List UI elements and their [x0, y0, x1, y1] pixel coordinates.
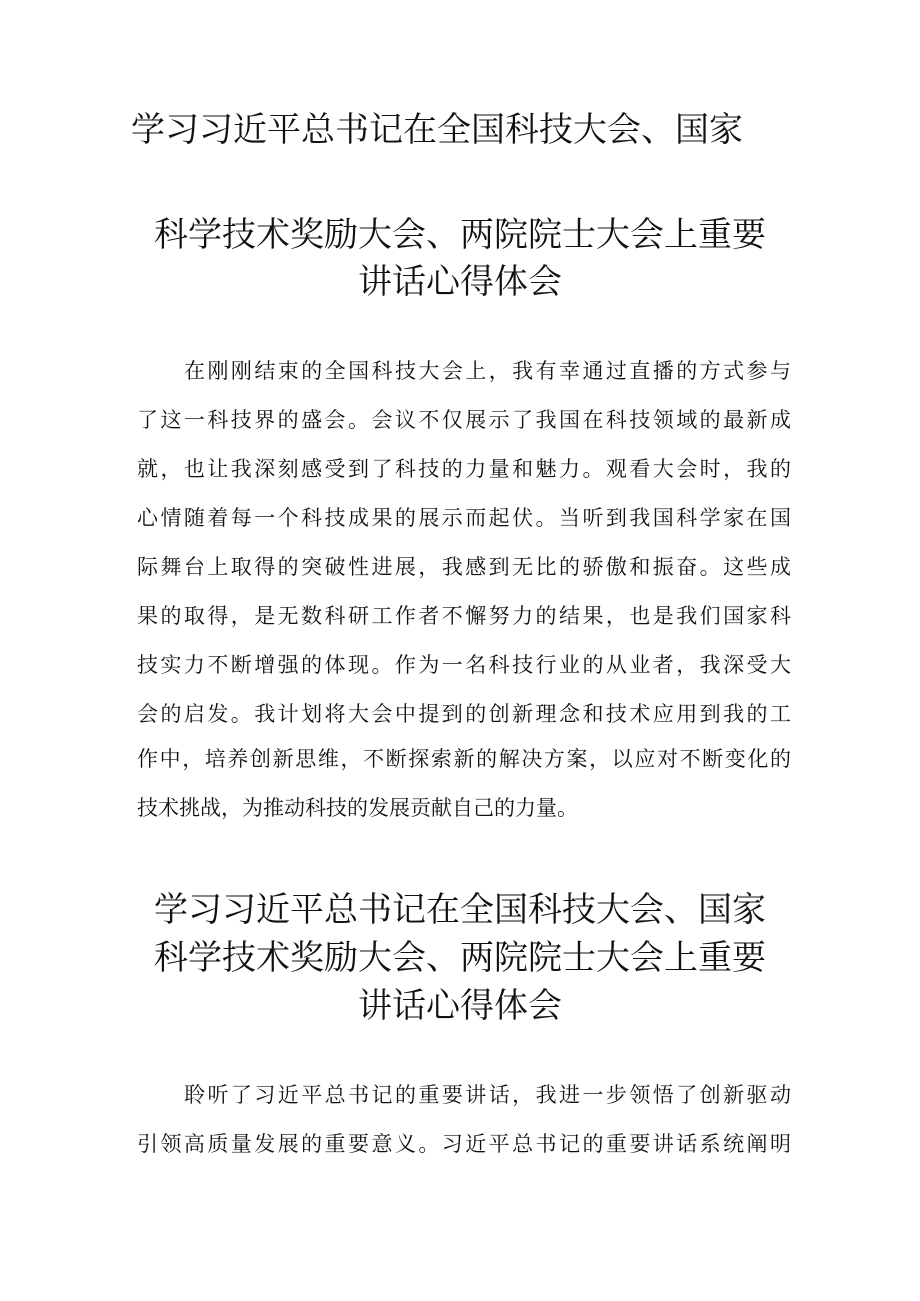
- article2-title-line-2: 科学技术奖励大会、两院院士大会上重要: [154, 938, 766, 978]
- article1-body-line: 了这一科技界的盛会。会议不仅展示了我国在科技领域的最新成: [137, 408, 791, 432]
- article1-body-line: 果的取得，是无数科研工作者不懈努力的结果，也是我们国家科: [137, 604, 791, 628]
- article2-title-line-1: 学习习近平总书记在全国科技大会、国家: [154, 890, 766, 930]
- article1-body-line: 会的启发。我计划将大会中提到的创新理念和技术应用到我的工: [137, 702, 791, 726]
- article1-body-line: 心情随着每一个科技成果的展示而起伏。当听到我国科学家在国: [137, 506, 791, 530]
- article1-body-line: 际舞台上取得的突破性进展，我感到无比的骄傲和振奋。这些成: [137, 555, 791, 579]
- article1-body-line: 作中，培养创新思维，不断探索新的解决方案，以应对不断变化的: [137, 747, 791, 771]
- article2-title-line-3: 讲话心得体会: [358, 986, 562, 1026]
- article1-body-line: 技术挑战，为推动科技的发展贡献自己的力量。: [137, 796, 578, 820]
- article2-body-line: 聆听了习近平总书记的重要讲话，我进一步领悟了创新驱动: [184, 1083, 791, 1107]
- article1-title-line-3: 讲话心得体会: [358, 262, 562, 302]
- article1-title-line-2: 科学技术奖励大会、两院院士大会上重要: [154, 215, 766, 255]
- article1-title-line-1: 学习习近平总书记在全国科技大会、国家: [131, 110, 743, 150]
- article1-body-line: 技实力不断增强的体现。作为一名科技行业的从业者，我深受大: [137, 653, 791, 677]
- article1-body-line: 在刚刚结束的全国科技大会上，我有幸通过直播的方式参与: [184, 359, 791, 383]
- article2-body-line: 引领高质量发展的重要意义。习近平总书记的重要讲话系统阐明: [137, 1132, 791, 1156]
- article1-body-line: 就，也让我深刻感受到了科技的力量和魅力。观看大会时，我的: [137, 457, 791, 481]
